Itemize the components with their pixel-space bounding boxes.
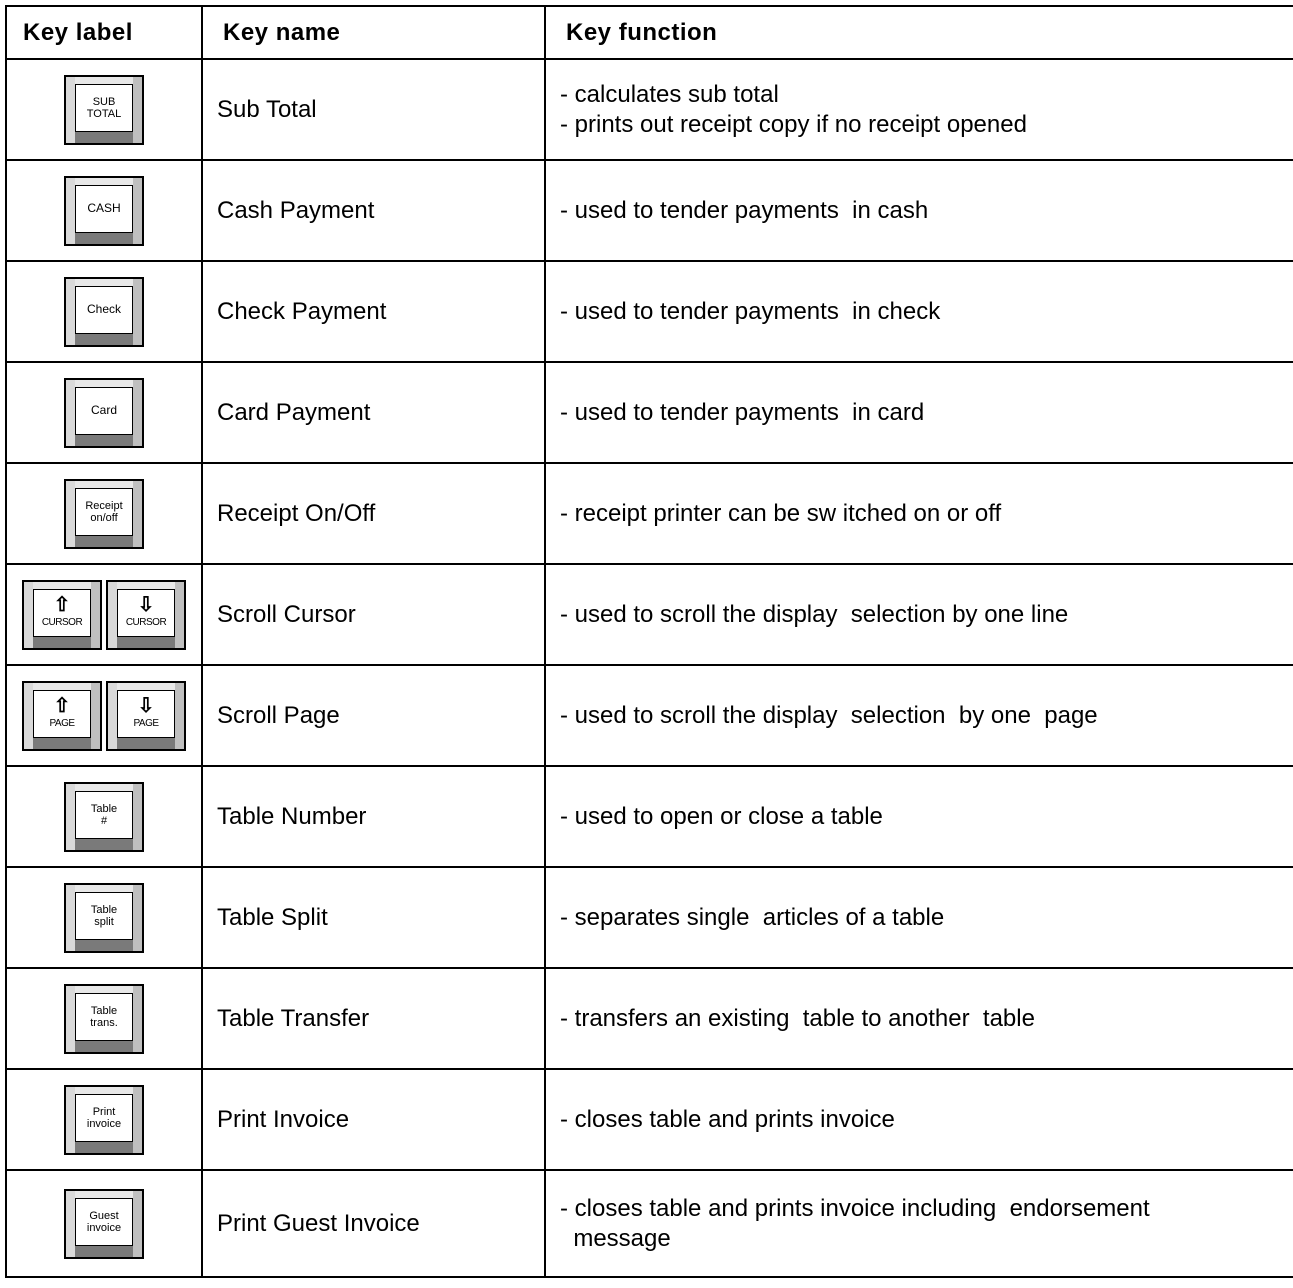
key-cap-text: # bbox=[100, 814, 108, 827]
key-name-cell: Check Payment bbox=[202, 261, 545, 362]
key-cap-icon bbox=[106, 681, 186, 751]
key-face bbox=[75, 791, 133, 839]
table-row bbox=[6, 59, 1293, 160]
table-row bbox=[6, 665, 1293, 766]
table-row bbox=[6, 463, 1293, 564]
key-cap-icon bbox=[22, 580, 102, 650]
key-label-cell bbox=[6, 867, 202, 968]
key-face bbox=[75, 488, 133, 536]
table-row bbox=[6, 1170, 1293, 1277]
key-face bbox=[75, 993, 133, 1041]
header-key-function: Key function bbox=[545, 6, 1293, 59]
key-cap-icon bbox=[64, 75, 144, 145]
key-cap-text: invoice bbox=[86, 1221, 122, 1234]
key-face bbox=[75, 1198, 133, 1246]
table-row bbox=[6, 261, 1293, 362]
key-function-table bbox=[5, 5, 1293, 1278]
key-name-cell: Table Split bbox=[202, 867, 545, 968]
key-cap-text: CURSOR bbox=[41, 617, 83, 628]
function-line: - transfers an existing table to another table bbox=[560, 1004, 1035, 1032]
function-line: - used to scroll the display selection by one line bbox=[560, 600, 1069, 628]
key-name-cell: Print Invoice bbox=[202, 1069, 545, 1170]
key-cap-icon bbox=[64, 479, 144, 549]
header-key-label: Key label bbox=[6, 6, 202, 59]
key-function-cell bbox=[545, 564, 1293, 665]
key-name-cell: Scroll Page bbox=[202, 665, 545, 766]
key-cap-icon bbox=[64, 782, 144, 852]
key-function-cell bbox=[545, 867, 1293, 968]
key-label-cell bbox=[6, 564, 202, 665]
key-label-cell bbox=[6, 160, 202, 261]
function-line: - closes table and prints invoice bbox=[560, 1105, 895, 1133]
key-face bbox=[117, 589, 175, 637]
key-face bbox=[33, 589, 91, 637]
function-line: - used to open or close a table bbox=[560, 802, 883, 830]
function-line: - used to tender payments in cash bbox=[560, 196, 929, 224]
key-label-cell bbox=[6, 766, 202, 867]
key-face bbox=[117, 690, 175, 738]
key-cap-text: Table bbox=[90, 903, 118, 916]
key-label-cell bbox=[6, 968, 202, 1069]
key-face bbox=[75, 387, 133, 435]
table-row bbox=[6, 766, 1293, 867]
key-label-cell bbox=[6, 362, 202, 463]
key-name-cell: Card Payment bbox=[202, 362, 545, 463]
key-cap-icon bbox=[22, 681, 102, 751]
table-row bbox=[6, 564, 1293, 665]
key-cap-text: PAGE bbox=[133, 718, 159, 729]
table-row bbox=[6, 1069, 1293, 1170]
key-face bbox=[75, 1094, 133, 1142]
key-label-cell bbox=[6, 59, 202, 160]
key-cap-icon bbox=[64, 1085, 144, 1155]
key-function-cell bbox=[545, 766, 1293, 867]
arrow-down-icon: ⇩ bbox=[137, 695, 155, 717]
key-label-cell bbox=[6, 665, 202, 766]
key-function-cell bbox=[545, 59, 1293, 160]
arrow-down-icon: ⇩ bbox=[137, 594, 155, 616]
function-line: - calculates sub total bbox=[560, 80, 779, 108]
key-function-cell bbox=[545, 1170, 1293, 1277]
key-cap-text: CURSOR bbox=[125, 617, 167, 628]
function-line: - used to tender payments in card bbox=[560, 398, 925, 426]
header-key-name: Key name bbox=[202, 6, 545, 59]
function-line: - used to tender payments in check bbox=[560, 297, 941, 325]
key-cap-icon bbox=[64, 1189, 144, 1259]
key-face bbox=[33, 690, 91, 738]
key-name-cell: Sub Total bbox=[202, 59, 545, 160]
key-function-cell bbox=[545, 1069, 1293, 1170]
key-label-cell bbox=[6, 261, 202, 362]
key-name-cell: Receipt On/Off bbox=[202, 463, 545, 564]
key-cap-text: split bbox=[94, 915, 114, 928]
key-cap-text: Table bbox=[90, 802, 118, 815]
key-cap-text: Guest bbox=[89, 1209, 119, 1222]
function-line: - receipt printer can be sw itched on or off bbox=[560, 499, 1002, 527]
key-name-cell: Table Number bbox=[202, 766, 545, 867]
key-cap-icon bbox=[64, 378, 144, 448]
function-line: - used to scroll the display selection by one page bbox=[560, 701, 1098, 729]
key-name-cell: Table Transfer bbox=[202, 968, 545, 1069]
arrow-up-icon: ⇧ bbox=[53, 594, 71, 616]
function-line: - prints out receipt copy if no receipt opened bbox=[560, 110, 1027, 138]
key-cap-text: PAGE bbox=[49, 718, 75, 729]
key-cap-text: Receipt bbox=[85, 499, 123, 512]
key-name-cell: Scroll Cursor bbox=[202, 564, 545, 665]
key-cap-icon bbox=[64, 277, 144, 347]
table-row bbox=[6, 362, 1293, 463]
key-cap-text: on/off bbox=[90, 511, 118, 524]
key-cap-text: TOTAL bbox=[86, 107, 122, 120]
key-cap-text: Table bbox=[90, 1004, 118, 1017]
function-line: message bbox=[560, 1224, 671, 1252]
function-line: - separates single articles of a table bbox=[560, 903, 945, 931]
table-row bbox=[6, 968, 1293, 1069]
key-cap-text: SUB bbox=[92, 95, 116, 108]
key-cap-text: Card bbox=[90, 403, 117, 417]
key-name-cell: Print Guest Invoice bbox=[202, 1170, 545, 1277]
key-cap-icon bbox=[106, 580, 186, 650]
function-line: - closes table and prints invoice including endorsement bbox=[560, 1194, 1150, 1222]
key-function-cell bbox=[545, 362, 1293, 463]
key-face bbox=[75, 892, 133, 940]
key-cap-icon bbox=[64, 176, 144, 246]
key-cap-icon bbox=[64, 984, 144, 1054]
key-cap-icon bbox=[64, 883, 144, 953]
key-function-cell bbox=[545, 261, 1293, 362]
key-function-cell bbox=[545, 968, 1293, 1069]
header-row bbox=[6, 6, 1293, 59]
arrow-up-icon: ⇧ bbox=[53, 695, 71, 717]
key-label-cell bbox=[6, 1170, 202, 1277]
key-function-cell bbox=[545, 463, 1293, 564]
key-face bbox=[75, 185, 133, 233]
table-row bbox=[6, 867, 1293, 968]
key-function-cell bbox=[545, 160, 1293, 261]
key-face bbox=[75, 84, 133, 132]
key-cap-text: Check bbox=[86, 302, 121, 316]
key-cap-text: Print bbox=[92, 1105, 116, 1118]
key-label-cell bbox=[6, 463, 202, 564]
key-cap-text: CASH bbox=[87, 201, 121, 215]
key-cap-text: invoice bbox=[86, 1117, 122, 1130]
key-cap-text: trans. bbox=[90, 1016, 118, 1029]
key-face bbox=[75, 286, 133, 334]
table-row bbox=[6, 160, 1293, 261]
key-label-cell bbox=[6, 1069, 202, 1170]
key-name-cell: Cash Payment bbox=[202, 160, 545, 261]
key-function-cell bbox=[545, 665, 1293, 766]
